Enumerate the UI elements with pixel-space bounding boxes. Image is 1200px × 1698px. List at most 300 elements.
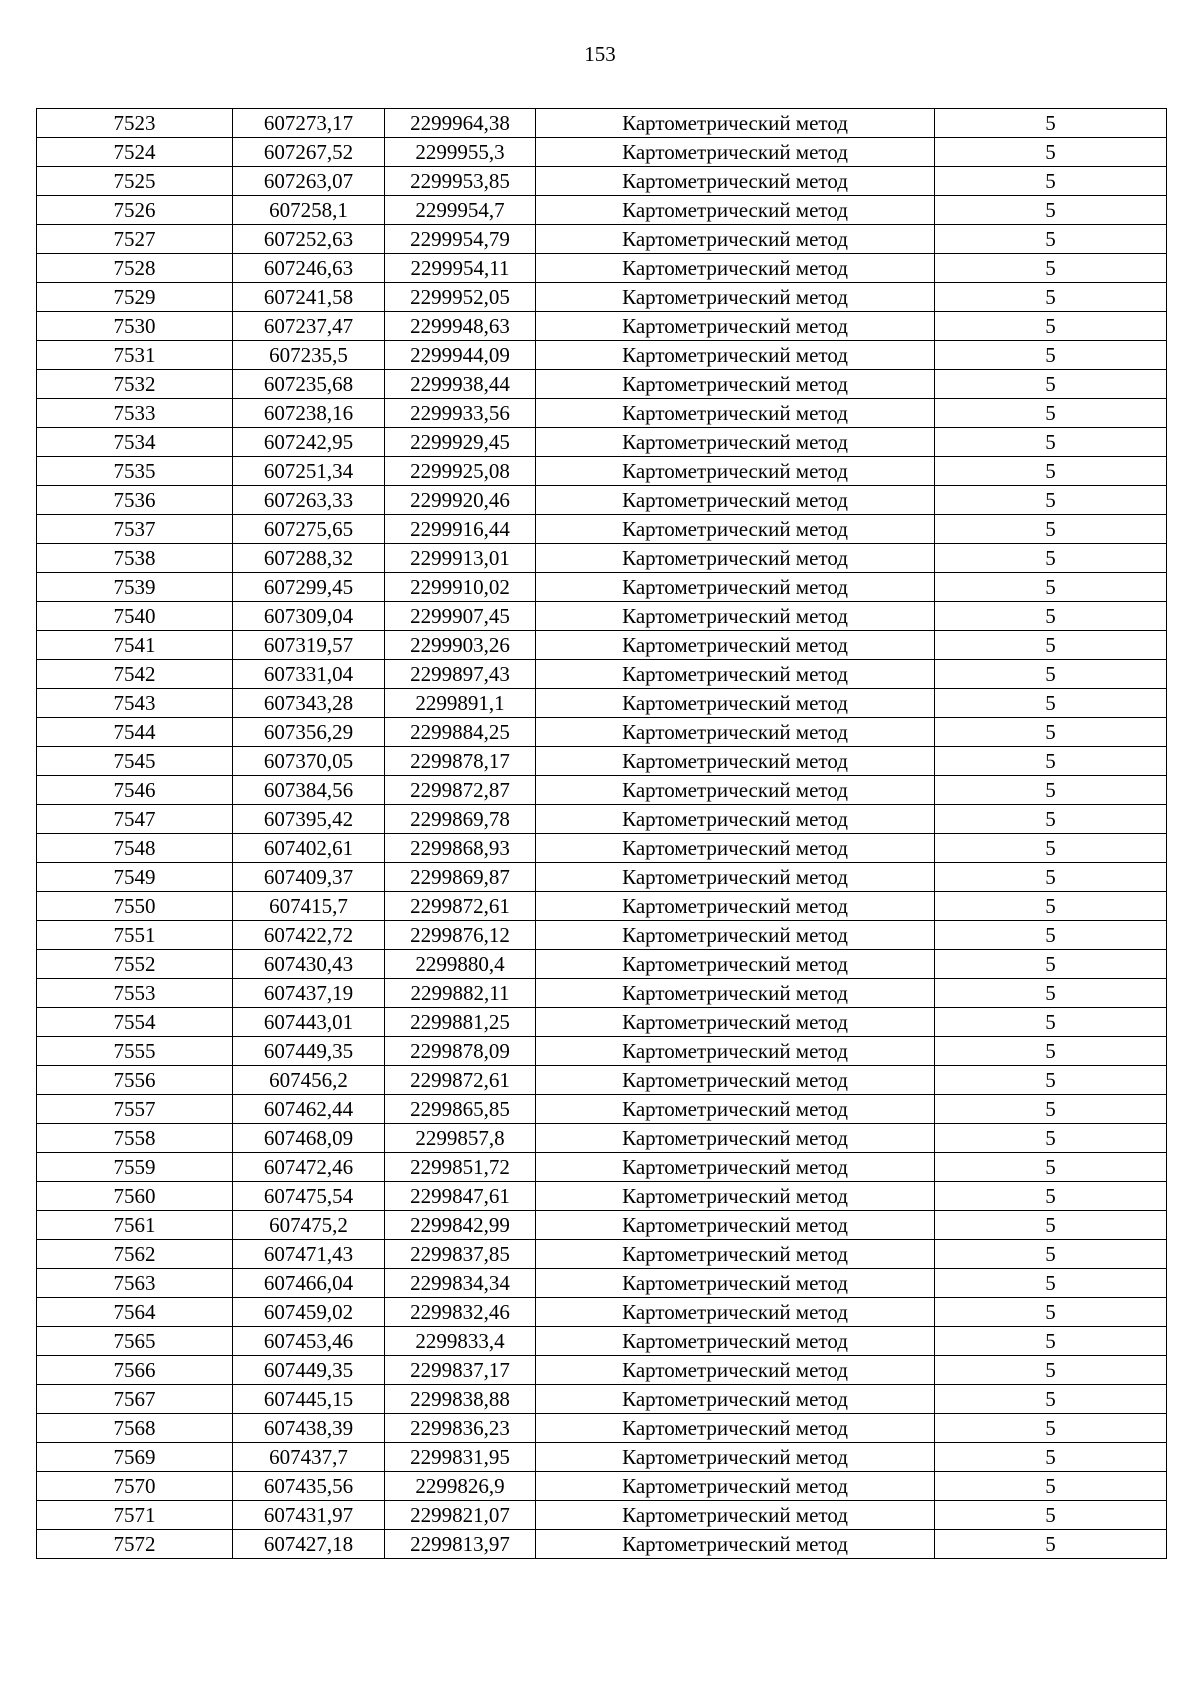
x-coordinate-cell: 607438,39	[233, 1414, 385, 1443]
method-cell: Картометрический метод	[536, 1298, 935, 1327]
accuracy-cell: 5	[935, 805, 1167, 834]
method-cell: Картометрический метод	[536, 1530, 935, 1559]
x-coordinate-cell: 607235,5	[233, 341, 385, 370]
accuracy-cell: 5	[935, 747, 1167, 776]
point-number-cell: 7534	[37, 428, 233, 457]
method-cell: Картометрический метод	[536, 254, 935, 283]
x-coordinate-cell: 607475,2	[233, 1211, 385, 1240]
table-row	[37, 863, 1167, 892]
table-row	[37, 950, 1167, 979]
accuracy-cell: 5	[935, 544, 1167, 573]
point-number-cell: 7531	[37, 341, 233, 370]
table-row	[37, 399, 1167, 428]
y-coordinate-cell: 2299880,4	[385, 950, 536, 979]
method-cell: Картометрический метод	[536, 1211, 935, 1240]
point-number-cell: 7545	[37, 747, 233, 776]
point-number-cell: 7561	[37, 1211, 233, 1240]
table-row	[37, 1095, 1167, 1124]
x-coordinate-cell: 607472,46	[233, 1153, 385, 1182]
x-coordinate-cell: 607263,07	[233, 167, 385, 196]
accuracy-cell: 5	[935, 167, 1167, 196]
accuracy-cell: 5	[935, 1356, 1167, 1385]
accuracy-cell: 5	[935, 254, 1167, 283]
x-coordinate-cell: 607343,28	[233, 689, 385, 718]
table-row	[37, 1501, 1167, 1530]
y-coordinate-cell: 2299897,43	[385, 660, 536, 689]
point-number-cell: 7529	[37, 283, 233, 312]
y-coordinate-cell: 2299857,8	[385, 1124, 536, 1153]
table-row	[37, 660, 1167, 689]
method-cell: Картометрический метод	[536, 660, 935, 689]
method-cell: Картометрический метод	[536, 834, 935, 863]
method-cell: Картометрический метод	[536, 486, 935, 515]
x-coordinate-cell: 607445,15	[233, 1385, 385, 1414]
accuracy-cell: 5	[935, 515, 1167, 544]
accuracy-cell: 5	[935, 1414, 1167, 1443]
y-coordinate-cell: 2299876,12	[385, 921, 536, 950]
y-coordinate-cell: 2299954,11	[385, 254, 536, 283]
x-coordinate-cell: 607384,56	[233, 776, 385, 805]
method-cell: Картометрический метод	[536, 1182, 935, 1211]
y-coordinate-cell: 2299836,23	[385, 1414, 536, 1443]
point-number-cell: 7555	[37, 1037, 233, 1066]
method-cell: Картометрический метод	[536, 1153, 935, 1182]
table-row	[37, 225, 1167, 254]
accuracy-cell: 5	[935, 109, 1167, 138]
method-cell: Картометрический метод	[536, 689, 935, 718]
accuracy-cell: 5	[935, 1501, 1167, 1530]
table-row	[37, 631, 1167, 660]
y-coordinate-cell: 2299955,3	[385, 138, 536, 167]
method-cell: Картометрический метод	[536, 1037, 935, 1066]
x-coordinate-cell: 607309,04	[233, 602, 385, 631]
x-coordinate-cell: 607370,05	[233, 747, 385, 776]
y-coordinate-cell: 2299842,99	[385, 1211, 536, 1240]
x-coordinate-cell: 607468,09	[233, 1124, 385, 1153]
y-coordinate-cell: 2299916,44	[385, 515, 536, 544]
table-row	[37, 1414, 1167, 1443]
point-number-cell: 7538	[37, 544, 233, 573]
x-coordinate-cell: 607449,35	[233, 1356, 385, 1385]
point-number-cell: 7566	[37, 1356, 233, 1385]
point-number-cell: 7543	[37, 689, 233, 718]
method-cell: Картометрический метод	[536, 283, 935, 312]
accuracy-cell: 5	[935, 486, 1167, 515]
table-row	[37, 747, 1167, 776]
method-cell: Картометрический метод	[536, 573, 935, 602]
y-coordinate-cell: 2299851,72	[385, 1153, 536, 1182]
y-coordinate-cell: 2299878,17	[385, 747, 536, 776]
point-number-cell: 7540	[37, 602, 233, 631]
table-row	[37, 1385, 1167, 1414]
x-coordinate-cell: 607402,61	[233, 834, 385, 863]
accuracy-cell: 5	[935, 283, 1167, 312]
method-cell: Картометрический метод	[536, 1414, 935, 1443]
coordinates-table	[36, 108, 1167, 1559]
method-cell: Картометрический метод	[536, 602, 935, 631]
x-coordinate-cell: 607409,37	[233, 863, 385, 892]
y-coordinate-cell: 2299910,02	[385, 573, 536, 602]
point-number-cell: 7523	[37, 109, 233, 138]
accuracy-cell: 5	[935, 1095, 1167, 1124]
table-row	[37, 341, 1167, 370]
accuracy-cell: 5	[935, 892, 1167, 921]
y-coordinate-cell: 2299882,11	[385, 979, 536, 1008]
x-coordinate-cell: 607246,63	[233, 254, 385, 283]
table-row	[37, 805, 1167, 834]
y-coordinate-cell: 2299913,01	[385, 544, 536, 573]
table-row	[37, 573, 1167, 602]
y-coordinate-cell: 2299872,87	[385, 776, 536, 805]
point-number-cell: 7548	[37, 834, 233, 863]
accuracy-cell: 5	[935, 428, 1167, 457]
method-cell: Картометрический метод	[536, 979, 935, 1008]
table-row	[37, 283, 1167, 312]
method-cell: Картометрический метод	[536, 1443, 935, 1472]
x-coordinate-cell: 607466,04	[233, 1269, 385, 1298]
y-coordinate-cell: 2299954,7	[385, 196, 536, 225]
table-row	[37, 776, 1167, 805]
method-cell: Картометрический метод	[536, 1385, 935, 1414]
table-row	[37, 196, 1167, 225]
point-number-cell: 7568	[37, 1414, 233, 1443]
y-coordinate-cell: 2299953,85	[385, 167, 536, 196]
accuracy-cell: 5	[935, 1269, 1167, 1298]
accuracy-cell: 5	[935, 573, 1167, 602]
point-number-cell: 7564	[37, 1298, 233, 1327]
table-row	[37, 1356, 1167, 1385]
y-coordinate-cell: 2299929,45	[385, 428, 536, 457]
accuracy-cell: 5	[935, 1298, 1167, 1327]
accuracy-cell: 5	[935, 1211, 1167, 1240]
accuracy-cell: 5	[935, 1182, 1167, 1211]
x-coordinate-cell: 607415,7	[233, 892, 385, 921]
y-coordinate-cell: 2299948,63	[385, 312, 536, 341]
point-number-cell: 7550	[37, 892, 233, 921]
point-number-cell: 7541	[37, 631, 233, 660]
point-number-cell: 7551	[37, 921, 233, 950]
point-number-cell: 7554	[37, 1008, 233, 1037]
x-coordinate-cell: 607459,02	[233, 1298, 385, 1327]
point-number-cell: 7558	[37, 1124, 233, 1153]
coordinates-table-body	[37, 109, 1167, 1559]
accuracy-cell: 5	[935, 1008, 1167, 1037]
x-coordinate-cell: 607275,65	[233, 515, 385, 544]
method-cell: Картометрический метод	[536, 1269, 935, 1298]
x-coordinate-cell: 607475,54	[233, 1182, 385, 1211]
point-number-cell: 7567	[37, 1385, 233, 1414]
accuracy-cell: 5	[935, 196, 1167, 225]
y-coordinate-cell: 2299920,46	[385, 486, 536, 515]
x-coordinate-cell: 607462,44	[233, 1095, 385, 1124]
x-coordinate-cell: 607241,58	[233, 283, 385, 312]
table-row	[37, 1269, 1167, 1298]
accuracy-cell: 5	[935, 1385, 1167, 1414]
accuracy-cell: 5	[935, 602, 1167, 631]
method-cell: Картометрический метод	[536, 457, 935, 486]
x-coordinate-cell: 607471,43	[233, 1240, 385, 1269]
y-coordinate-cell: 2299838,88	[385, 1385, 536, 1414]
accuracy-cell: 5	[935, 1153, 1167, 1182]
y-coordinate-cell: 2299826,9	[385, 1472, 536, 1501]
y-coordinate-cell: 2299834,34	[385, 1269, 536, 1298]
point-number-cell: 7537	[37, 515, 233, 544]
point-number-cell: 7528	[37, 254, 233, 283]
y-coordinate-cell: 2299964,38	[385, 109, 536, 138]
method-cell: Картометрический метод	[536, 747, 935, 776]
x-coordinate-cell: 607251,34	[233, 457, 385, 486]
x-coordinate-cell: 607299,45	[233, 573, 385, 602]
x-coordinate-cell: 607235,68	[233, 370, 385, 399]
y-coordinate-cell: 2299837,85	[385, 1240, 536, 1269]
table-row	[37, 1153, 1167, 1182]
point-number-cell: 7553	[37, 979, 233, 1008]
x-coordinate-cell: 607430,43	[233, 950, 385, 979]
x-coordinate-cell: 607238,16	[233, 399, 385, 428]
point-number-cell: 7539	[37, 573, 233, 602]
x-coordinate-cell: 607273,17	[233, 109, 385, 138]
point-number-cell: 7557	[37, 1095, 233, 1124]
accuracy-cell: 5	[935, 457, 1167, 486]
y-coordinate-cell: 2299933,56	[385, 399, 536, 428]
point-number-cell: 7572	[37, 1530, 233, 1559]
table-row	[37, 602, 1167, 631]
point-number-cell: 7571	[37, 1501, 233, 1530]
point-number-cell: 7542	[37, 660, 233, 689]
accuracy-cell: 5	[935, 863, 1167, 892]
x-coordinate-cell: 607395,42	[233, 805, 385, 834]
y-coordinate-cell: 2299868,93	[385, 834, 536, 863]
x-coordinate-cell: 607422,72	[233, 921, 385, 950]
point-number-cell: 7525	[37, 167, 233, 196]
y-coordinate-cell: 2299944,09	[385, 341, 536, 370]
accuracy-cell: 5	[935, 1472, 1167, 1501]
point-number-cell: 7532	[37, 370, 233, 399]
method-cell: Картометрический метод	[536, 399, 935, 428]
table-row	[37, 1327, 1167, 1356]
method-cell: Картометрический метод	[536, 428, 935, 457]
table-row	[37, 1211, 1167, 1240]
table-row	[37, 1124, 1167, 1153]
x-coordinate-cell: 607356,29	[233, 718, 385, 747]
x-coordinate-cell: 607258,1	[233, 196, 385, 225]
page-number: 153	[584, 42, 616, 66]
accuracy-cell: 5	[935, 1443, 1167, 1472]
method-cell: Картометрический метод	[536, 921, 935, 950]
y-coordinate-cell: 2299872,61	[385, 892, 536, 921]
x-coordinate-cell: 607263,33	[233, 486, 385, 515]
method-cell: Картометрический метод	[536, 1240, 935, 1269]
x-coordinate-cell: 607431,97	[233, 1501, 385, 1530]
y-coordinate-cell: 2299821,07	[385, 1501, 536, 1530]
accuracy-cell: 5	[935, 631, 1167, 660]
method-cell: Картометрический метод	[536, 225, 935, 254]
point-number-cell: 7549	[37, 863, 233, 892]
point-number-cell: 7563	[37, 1269, 233, 1298]
table-row	[37, 1182, 1167, 1211]
accuracy-cell: 5	[935, 834, 1167, 863]
x-coordinate-cell: 607267,52	[233, 138, 385, 167]
accuracy-cell: 5	[935, 1240, 1167, 1269]
accuracy-cell: 5	[935, 660, 1167, 689]
point-number-cell: 7533	[37, 399, 233, 428]
accuracy-cell: 5	[935, 921, 1167, 950]
x-coordinate-cell: 607237,47	[233, 312, 385, 341]
method-cell: Картометрический метод	[536, 1095, 935, 1124]
method-cell: Картометрический метод	[536, 631, 935, 660]
method-cell: Картометрический метод	[536, 1066, 935, 1095]
y-coordinate-cell: 2299837,17	[385, 1356, 536, 1385]
y-coordinate-cell: 2299907,45	[385, 602, 536, 631]
method-cell: Картометрический метод	[536, 950, 935, 979]
table-row	[37, 138, 1167, 167]
method-cell: Картометрический метод	[536, 1501, 935, 1530]
accuracy-cell: 5	[935, 689, 1167, 718]
accuracy-cell: 5	[935, 1037, 1167, 1066]
method-cell: Картометрический метод	[536, 312, 935, 341]
y-coordinate-cell: 2299865,85	[385, 1095, 536, 1124]
accuracy-cell: 5	[935, 718, 1167, 747]
x-coordinate-cell: 607427,18	[233, 1530, 385, 1559]
point-number-cell: 7565	[37, 1327, 233, 1356]
method-cell: Картометрический метод	[536, 776, 935, 805]
method-cell: Картометрический метод	[536, 718, 935, 747]
x-coordinate-cell: 607288,32	[233, 544, 385, 573]
table-row	[37, 167, 1167, 196]
method-cell: Картометрический метод	[536, 109, 935, 138]
point-number-cell: 7556	[37, 1066, 233, 1095]
table-row	[37, 718, 1167, 747]
point-number-cell: 7546	[37, 776, 233, 805]
table-row	[37, 428, 1167, 457]
y-coordinate-cell: 2299813,97	[385, 1530, 536, 1559]
table-row	[37, 544, 1167, 573]
method-cell: Картометрический метод	[536, 1356, 935, 1385]
accuracy-cell: 5	[935, 138, 1167, 167]
y-coordinate-cell: 2299833,4	[385, 1327, 536, 1356]
table-row	[37, 1008, 1167, 1037]
y-coordinate-cell: 2299925,08	[385, 457, 536, 486]
x-coordinate-cell: 607449,35	[233, 1037, 385, 1066]
method-cell: Картометрический метод	[536, 544, 935, 573]
method-cell: Картометрический метод	[536, 1327, 935, 1356]
accuracy-cell: 5	[935, 979, 1167, 1008]
table-row	[37, 892, 1167, 921]
method-cell: Картометрический метод	[536, 805, 935, 834]
method-cell: Картометрический метод	[536, 1124, 935, 1153]
point-number-cell: 7560	[37, 1182, 233, 1211]
point-number-cell: 7569	[37, 1443, 233, 1472]
y-coordinate-cell: 2299878,09	[385, 1037, 536, 1066]
x-coordinate-cell: 607437,19	[233, 979, 385, 1008]
y-coordinate-cell: 2299884,25	[385, 718, 536, 747]
x-coordinate-cell: 607242,95	[233, 428, 385, 457]
accuracy-cell: 5	[935, 370, 1167, 399]
method-cell: Картометрический метод	[536, 892, 935, 921]
table-row	[37, 109, 1167, 138]
table-row	[37, 1472, 1167, 1501]
x-coordinate-cell: 607443,01	[233, 1008, 385, 1037]
accuracy-cell: 5	[935, 399, 1167, 428]
point-number-cell: 7559	[37, 1153, 233, 1182]
x-coordinate-cell: 607252,63	[233, 225, 385, 254]
accuracy-cell: 5	[935, 341, 1167, 370]
method-cell: Картометрический метод	[536, 515, 935, 544]
y-coordinate-cell: 2299872,61	[385, 1066, 536, 1095]
point-number-cell: 7570	[37, 1472, 233, 1501]
x-coordinate-cell: 607331,04	[233, 660, 385, 689]
point-number-cell: 7530	[37, 312, 233, 341]
table-row	[37, 457, 1167, 486]
x-coordinate-cell: 607453,46	[233, 1327, 385, 1356]
method-cell: Картометрический метод	[536, 1472, 935, 1501]
table-row	[37, 312, 1167, 341]
y-coordinate-cell: 2299952,05	[385, 283, 536, 312]
point-number-cell: 7527	[37, 225, 233, 254]
y-coordinate-cell: 2299869,87	[385, 863, 536, 892]
table-row	[37, 979, 1167, 1008]
y-coordinate-cell: 2299891,1	[385, 689, 536, 718]
table-row	[37, 1443, 1167, 1472]
y-coordinate-cell: 2299832,46	[385, 1298, 536, 1327]
point-number-cell: 7526	[37, 196, 233, 225]
accuracy-cell: 5	[935, 1530, 1167, 1559]
x-coordinate-cell: 607435,56	[233, 1472, 385, 1501]
accuracy-cell: 5	[935, 1066, 1167, 1095]
table-row	[37, 689, 1167, 718]
accuracy-cell: 5	[935, 776, 1167, 805]
accuracy-cell: 5	[935, 1124, 1167, 1153]
point-number-cell: 7552	[37, 950, 233, 979]
method-cell: Картометрический метод	[536, 167, 935, 196]
point-number-cell: 7535	[37, 457, 233, 486]
method-cell: Картометрический метод	[536, 138, 935, 167]
method-cell: Картометрический метод	[536, 1008, 935, 1037]
point-number-cell: 7524	[37, 138, 233, 167]
table-row	[37, 1037, 1167, 1066]
table-row	[37, 921, 1167, 950]
point-number-cell: 7544	[37, 718, 233, 747]
y-coordinate-cell: 2299881,25	[385, 1008, 536, 1037]
y-coordinate-cell: 2299903,26	[385, 631, 536, 660]
point-number-cell: 7547	[37, 805, 233, 834]
table-row	[37, 834, 1167, 863]
method-cell: Картометрический метод	[536, 370, 935, 399]
table-row	[37, 1298, 1167, 1327]
accuracy-cell: 5	[935, 950, 1167, 979]
x-coordinate-cell: 607437,7	[233, 1443, 385, 1472]
method-cell: Картометрический метод	[536, 863, 935, 892]
table-row	[37, 254, 1167, 283]
y-coordinate-cell: 2299954,79	[385, 225, 536, 254]
x-coordinate-cell: 607456,2	[233, 1066, 385, 1095]
y-coordinate-cell: 2299847,61	[385, 1182, 536, 1211]
y-coordinate-cell: 2299869,78	[385, 805, 536, 834]
accuracy-cell: 5	[935, 225, 1167, 254]
method-cell: Картометрический метод	[536, 196, 935, 225]
point-number-cell: 7562	[37, 1240, 233, 1269]
accuracy-cell: 5	[935, 312, 1167, 341]
y-coordinate-cell: 2299938,44	[385, 370, 536, 399]
table-row	[37, 515, 1167, 544]
y-coordinate-cell: 2299831,95	[385, 1443, 536, 1472]
method-cell: Картометрический метод	[536, 341, 935, 370]
table-row	[37, 370, 1167, 399]
accuracy-cell: 5	[935, 1327, 1167, 1356]
x-coordinate-cell: 607319,57	[233, 631, 385, 660]
table-row	[37, 486, 1167, 515]
table-row	[37, 1066, 1167, 1095]
